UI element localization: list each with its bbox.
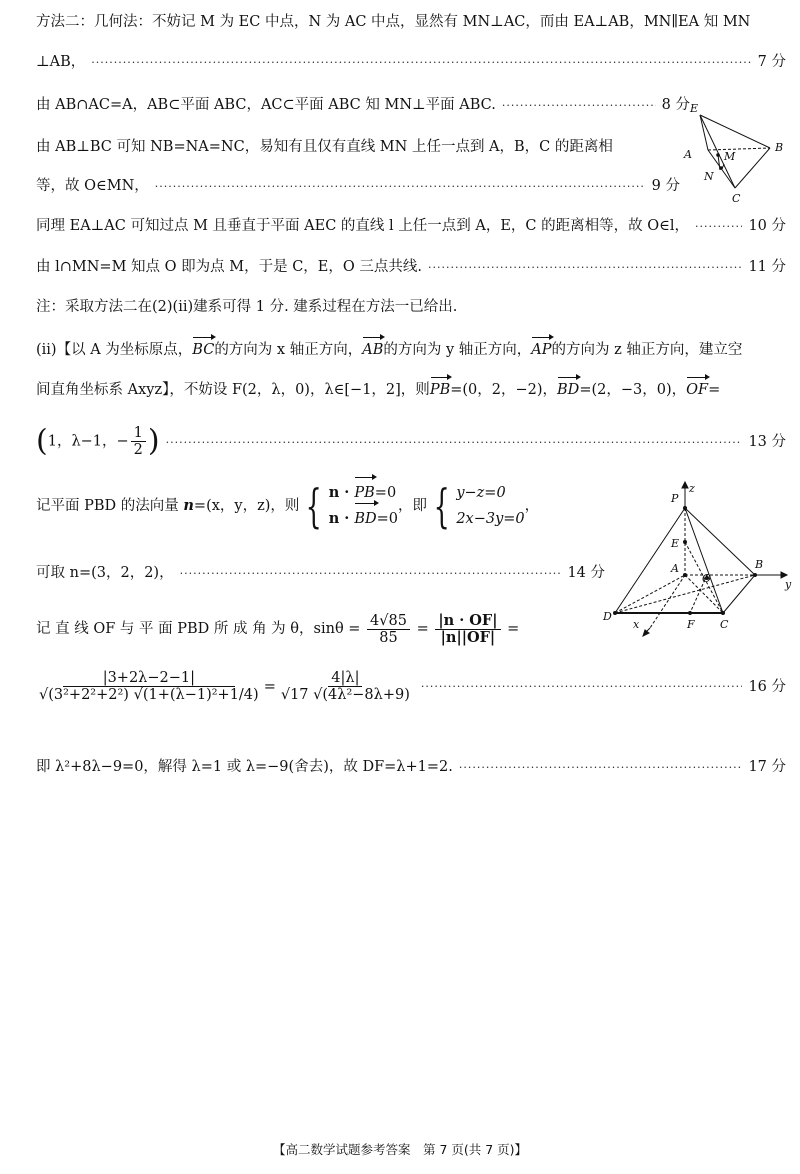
part-ii-text: ，即 — [398, 498, 428, 514]
fig1-label-B: B — [775, 141, 784, 154]
method2-line3-text: 由 AB∩AC=A，AB⊂平面 ABC，AC⊂平面 ABC 知 MN⊥平面 ABC. — [36, 97, 496, 113]
fraction-big: $\frac{|3+2\lambda-2-1|}{\text{√(3²+2²+2²) √(1+(λ−1)²+1/4)}}$ — [39, 670, 259, 703]
vector-AP: AP — [531, 342, 552, 358]
part-ii-text: = — [708, 382, 721, 398]
score-17: 17 分 — [748, 759, 786, 775]
final-text: 即 λ²+8λ−9=0，解得 λ=1 或 λ=−9(舍去)，故 DF=λ+1=2. — [36, 759, 453, 775]
tetrahedron-figure — [680, 100, 790, 210]
part-ii-text: 间直角坐标系 Axyz】，不妨设 F(2，λ，0)，λ∈[−1，2]，则 — [36, 382, 430, 398]
method2-line1: 方法二：几何法：不妨记 M 为 EC 中点，N 为 AC 中点，显然有 MN⊥AC，而由 EA⊥AB，MN∥EA 知 MN — [36, 14, 751, 30]
method2-line6-text: 同理 EA⊥AC 可知过点 M 且垂直于平面 AEC 的直线 l 上任一点到 A，E，C 的距离相等，故 O∈l， — [36, 218, 689, 234]
vector-AB: AB — [362, 342, 384, 358]
method2-line4: 由 AB⊥BC 可知 NB=NA=NC，易知有且仅有直线 MN 上任一点到 A，B，C 的距离相 — [36, 139, 613, 155]
part-ii-text: 的方向为 x 轴正方向， — [214, 342, 363, 358]
method2-line3 — [36, 95, 690, 116]
dot-leader — [155, 177, 646, 197]
fig2-label-O: O — [702, 572, 712, 585]
vector-OF: OF — [686, 382, 709, 398]
vector-PB: PB — [429, 382, 451, 398]
fig2-label-C: C — [720, 618, 729, 631]
angle-line: 记 直 线 OF 与 平 面 PBD 所 成 角 为 θ，sinθ = $\frac{4√85}{85}$ = $\frac{|n \cdot OF|}{|n||OF|}$ = — [36, 611, 520, 646]
method2-line7-text: 由 l∩MN=M 知点 O 即为点 M，于是 C，E，O 三点共线. — [36, 259, 422, 275]
fig2-label-A: A — [671, 562, 679, 575]
method2-line2-text: ⊥AB， — [36, 54, 86, 70]
method2-line6 — [36, 216, 786, 237]
dot-leader — [166, 428, 743, 458]
dot-leader — [428, 258, 742, 278]
part-ii-text: =(0，2，−2)， — [450, 382, 558, 398]
part-ii-line1 — [36, 340, 786, 360]
normal-vector-line: 记平面 PBD 的法向量 n=(x，y，z)，则 { n · PB=0 n · BD=0 ，即 { y−z=0 2x−3y=0 ， — [36, 479, 540, 533]
method2-line2 — [36, 52, 786, 73]
method2-line7 — [36, 257, 786, 278]
fig2-label-z: z — [689, 482, 695, 495]
dot-leader — [695, 217, 742, 237]
part-ii-line2 — [36, 380, 786, 400]
part-ii-text: =(x，y，z)，则 — [193, 498, 300, 514]
method2-line5 — [36, 176, 680, 197]
dot-leader — [91, 53, 751, 73]
method2-note: 注：采取方法二在(2)(ii)建系可得 1 分. 建系过程在方法一已给出. — [36, 299, 458, 315]
score-14: 14 分 — [567, 565, 605, 581]
vector-BC: BC — [192, 342, 215, 358]
score-8: 8 分 — [661, 97, 690, 113]
final-line — [36, 757, 786, 778]
dot-leader — [502, 96, 656, 116]
part-ii-line3 — [36, 425, 786, 458]
fraction-dot: $\frac{|n \cdot OF|}{|n||OF|}$ — [435, 613, 500, 646]
of-coord-text: 1，λ−1，− — [47, 433, 129, 450]
part-ii-text: 记平面 PBD 的法向量 — [36, 498, 184, 514]
part-ii-text: =(2，−3，0)， — [579, 382, 687, 398]
fraction-sin: $\frac{4√85}{85}$ — [367, 613, 410, 646]
method2-line5-text: 等，故 O∈MN， — [36, 178, 149, 194]
part-ii-text: 的方向为 y 轴正方向， — [383, 342, 532, 358]
fraction-result: $\frac{4|\lambda|}{\text{√17 √(4λ²−8λ+9)}}$ — [280, 670, 410, 703]
fig1-label-E: E — [690, 102, 699, 115]
fig2-label-B: B — [755, 558, 764, 571]
score-10: 10 分 — [748, 218, 786, 234]
system-2: y−z=0 2x−3y=0 — [456, 485, 525, 527]
score-16: 16 分 — [748, 678, 786, 695]
fig2-label-E: E — [671, 537, 680, 550]
take-n-text: 可取 n=(3，2，2)， — [36, 565, 174, 581]
score-13: 13 分 — [748, 433, 786, 450]
dot-leader — [459, 758, 743, 778]
fig2-label-P: P — [671, 492, 679, 505]
pyramid-figure — [595, 480, 795, 640]
score-9: 9 分 — [651, 178, 680, 194]
normal-n: n — [183, 497, 194, 514]
fig1-label-N: N — [704, 170, 714, 183]
fig1-label-C: C — [732, 192, 741, 205]
dot-leader — [421, 676, 743, 698]
page-footer: 【高二数学试题参考答案 第 7 页(共 7 页)】 — [272, 1142, 528, 1157]
part-ii-text: (ii)【以 A 为坐标原点， — [36, 342, 193, 358]
score-7: 7 分 — [757, 54, 786, 70]
score-11: 11 分 — [748, 259, 786, 275]
of-coordinates: (1，λ−1，− $\frac{1}{2}$ ) — [36, 423, 160, 459]
fig2-label-D: D — [603, 610, 612, 623]
big-fraction-line: $\frac{|3+2\lambda-2-1|}{\text{√(3²+2²+2²) √(1+(λ−1)²+1/4)}}$ = $\frac{4|\lambda|}{\text{√17 √(4λ²−8λ+9)}}$ ····· 16 分 — [36, 670, 786, 703]
fig1-label-M: M — [724, 150, 736, 163]
part-ii-text: 的方向为 z 轴正方向，建立空 — [551, 342, 743, 358]
fig2-label-x: x — [633, 618, 640, 631]
fig2-label-F: F — [687, 618, 695, 631]
vector-BD: BD — [557, 382, 580, 398]
fig1-label-A: A — [684, 148, 692, 161]
fraction-half: $\frac{1}{2}$ — [131, 425, 146, 458]
dot-leader — [180, 564, 562, 584]
angle-text: 记 直 线 OF 与 平 面 PBD 所 成 角 为 θ，sinθ = — [36, 621, 361, 637]
take-n-line — [36, 563, 605, 584]
fig2-label-y: y — [785, 578, 792, 591]
system-1: n · PB=0 n · BD=0 — [329, 480, 398, 532]
